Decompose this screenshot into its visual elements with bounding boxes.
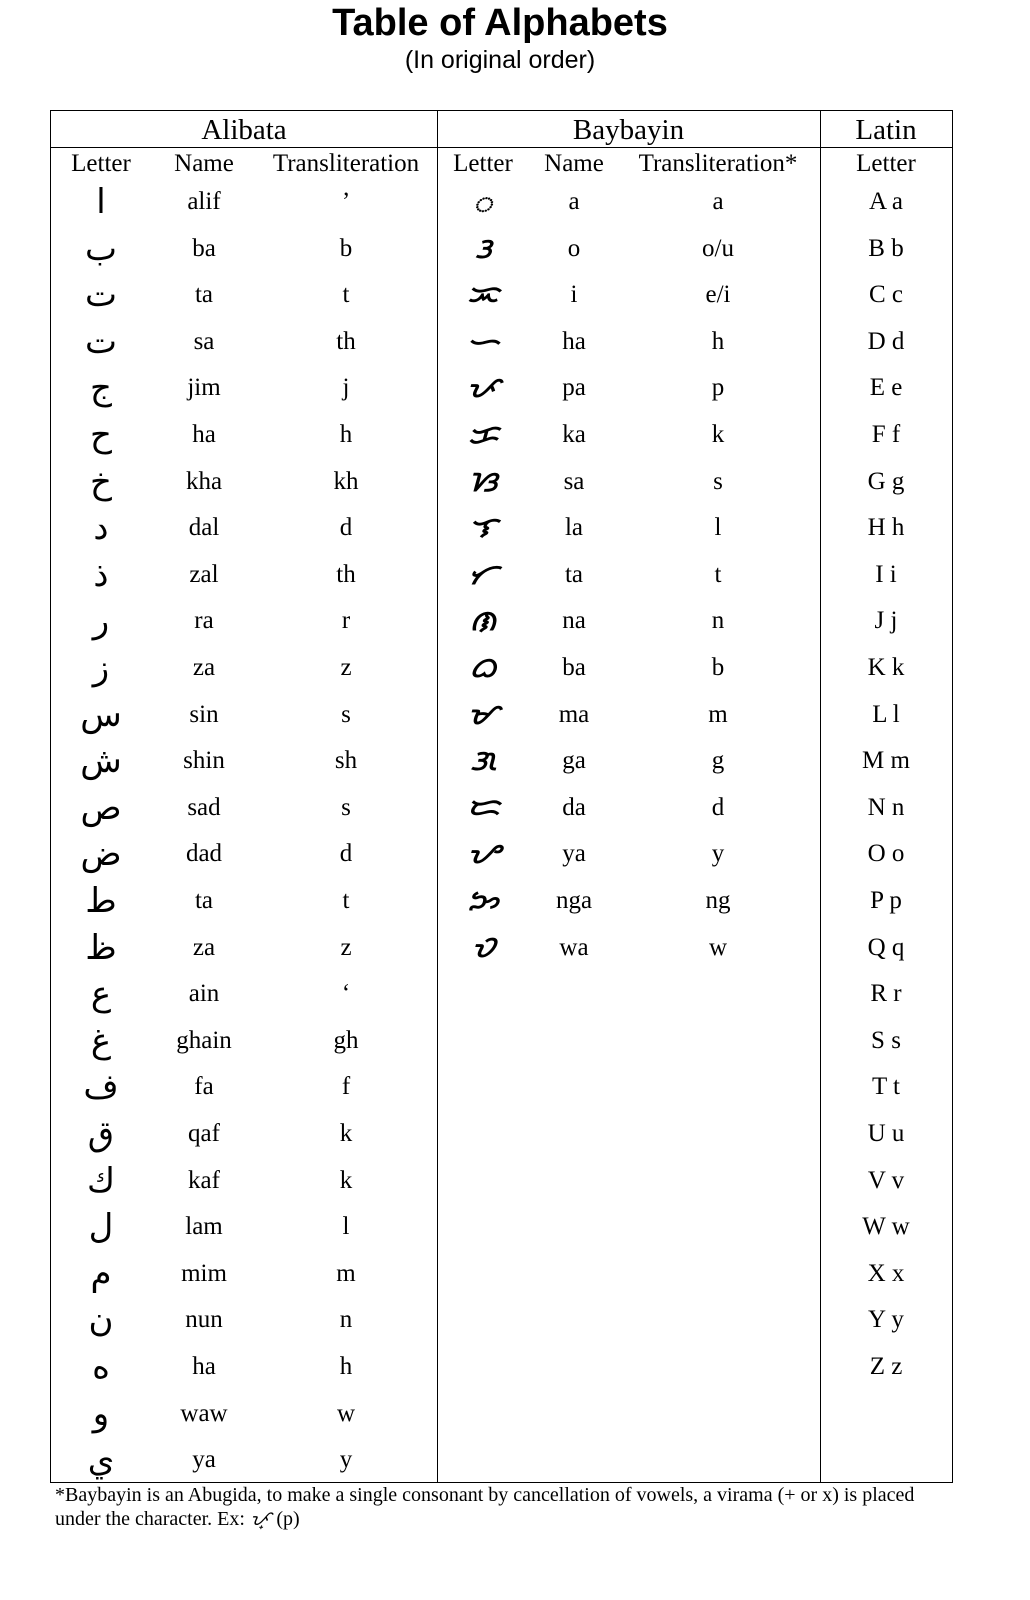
baybayin-transliteration: s <box>713 467 723 495</box>
baybayin-letter: ᜉ <box>466 371 500 405</box>
alibata-transliteration: ’ <box>341 188 351 215</box>
baybayin-letter: ᜆ <box>467 557 499 591</box>
group-header-baybayin: Baybayin <box>572 114 685 146</box>
latin-letter: N n <box>867 793 905 821</box>
alibata-letter: ش <box>80 741 122 782</box>
baybayin-letter: ᜏ <box>471 930 495 964</box>
baybayin-transliteration: t <box>714 560 722 588</box>
baybayin-letter: ᜊ <box>469 651 497 684</box>
baybayin-name: o <box>567 234 581 262</box>
alibata-transliteration: ‘ <box>341 980 351 1008</box>
footnote-line1: *Baybayin is an Abugida, to make a single consonant by cancellation of vowels, a virama (+ or x) is placed <box>55 1484 915 1506</box>
baybayin-transliteration: o/u <box>702 234 734 262</box>
baybayin-letter: ᜌ <box>467 837 499 871</box>
alibata-name: waw <box>180 1399 228 1427</box>
latin-letter: F f <box>871 421 901 448</box>
alibata-letter: ل <box>88 1207 114 1248</box>
alibata-letter: ي <box>87 1440 115 1481</box>
alibata-letter: ض <box>80 834 122 875</box>
baybayin-name: wa <box>559 933 589 961</box>
col-header-alibata-letter: Letter <box>71 150 131 177</box>
baybayin-letter: ᜃ <box>467 418 499 451</box>
baybayin-transliteration: a <box>712 188 724 215</box>
alibata-transliteration: sh <box>334 747 358 775</box>
baybayin-transliteration: y <box>711 840 725 868</box>
baybayin-transliteration: k <box>711 421 725 448</box>
col-header-alibata-name: Name <box>174 150 234 177</box>
alibata-transliteration: y <box>339 1446 353 1474</box>
alibata-name: nun <box>185 1306 223 1334</box>
alibata-transliteration: l <box>342 1213 350 1241</box>
baybayin-name: ha <box>562 327 586 355</box>
alibata-letter: خ <box>90 461 112 502</box>
alibata-name: mim <box>181 1259 227 1287</box>
col-header-baybayin-name: Name <box>544 150 604 177</box>
alibata-letter: غ <box>90 1020 112 1061</box>
alibata-name: ta <box>194 887 214 914</box>
alibata-transliteration: s <box>341 700 351 728</box>
baybayin-letter: ᜄ <box>470 744 496 778</box>
baybayin-letter: ᜎ <box>468 511 498 545</box>
latin-letter: D d <box>867 327 905 355</box>
latin-letter: E e <box>869 374 903 402</box>
alibata-letter: ت <box>84 275 117 316</box>
col-header-latin-letter: Letter <box>856 150 916 177</box>
alibata-transliteration: m <box>336 1259 356 1287</box>
alibata-name: fa <box>194 1073 214 1101</box>
baybayin-letter: ᜈ <box>469 604 497 638</box>
latin-letter: J j <box>874 607 898 635</box>
latin-letter: S s <box>871 1026 901 1054</box>
alibata-letter: ح <box>90 415 112 455</box>
alibata-name: zal <box>189 560 219 588</box>
baybayin-name: la <box>564 514 584 542</box>
baybayin-letter: ᜇ <box>466 790 500 824</box>
alibata-letter: ن <box>88 1300 114 1341</box>
alibata-transliteration: h <box>339 421 353 448</box>
alibata-letter: ه <box>92 1347 110 1387</box>
latin-letter: K k <box>867 654 905 681</box>
baybayin-name: nga <box>555 887 593 914</box>
baybayin-name: na <box>562 607 586 635</box>
latin-letter: G g <box>867 467 905 495</box>
baybayin-name: ya <box>562 840 586 868</box>
alibata-transliteration: k <box>339 1166 353 1194</box>
alibata-transliteration: w <box>336 1399 356 1427</box>
alibata-letter: س <box>80 694 122 735</box>
latin-letter: H h <box>867 514 905 542</box>
baybayin-transliteration: m <box>708 700 728 728</box>
group-header-alibata: Alibata <box>201 114 287 146</box>
alibata-letter: ف <box>83 1067 119 1108</box>
alibata-transliteration: s <box>341 793 351 821</box>
footnote-example-glyph: ᜉ᜔ <box>249 1506 272 1530</box>
baybayin-transliteration: g <box>711 747 725 775</box>
alibata-transliteration: gh <box>333 1026 359 1054</box>
alibata-transliteration: d <box>339 514 353 542</box>
baybayin-name: ga <box>562 747 586 775</box>
latin-letter: W w <box>862 1213 910 1241</box>
alibata-letter: ق <box>87 1114 115 1154</box>
baybayin-name: sa <box>563 467 585 495</box>
alibata-transliteration: h <box>339 1353 353 1380</box>
latin-letter: Y y <box>868 1306 904 1334</box>
alibata-transliteration: b <box>339 234 353 262</box>
alibata-name: dal <box>188 514 220 542</box>
latin-letter: U u <box>867 1120 905 1147</box>
alibata-name: sa <box>193 327 215 355</box>
baybayin-letter: ᜋ <box>467 697 499 731</box>
divider-alibata-baybayin <box>437 111 438 1482</box>
latin-letter: Q q <box>867 933 905 961</box>
alibata-letter: ع <box>90 974 112 1015</box>
baybayin-letter: ᜅ <box>467 884 499 917</box>
page-subtitle: (In original order) <box>404 46 596 74</box>
latin-letter: A a <box>868 188 904 215</box>
alibata-transliteration: th <box>336 327 356 355</box>
alibata-name: alif <box>187 188 221 215</box>
alibata-transliteration: f <box>341 1073 351 1101</box>
baybayin-name: da <box>562 793 586 821</box>
alibata-name: ain <box>188 980 220 1008</box>
alibata-transliteration: j <box>342 374 350 402</box>
baybayin-transliteration: h <box>711 327 725 355</box>
baybayin-name: ba <box>562 654 586 681</box>
alibata-name: ya <box>192 1446 216 1474</box>
alibata-name: za <box>192 654 216 681</box>
baybayin-name: i <box>570 281 578 309</box>
baybayin-transliteration: e/i <box>705 281 731 309</box>
baybayin-transliteration: b <box>711 654 725 681</box>
latin-letter: B b <box>868 234 904 262</box>
alibata-transliteration: d <box>339 840 353 868</box>
latin-letter: Z z <box>869 1353 903 1380</box>
baybayin-transliteration: d <box>711 793 725 821</box>
latin-letter: T t <box>871 1073 900 1101</box>
alibata-letter: و <box>92 1393 110 1434</box>
alibata-transliteration: k <box>339 1120 353 1147</box>
col-header-alibata-transliteration: Transliteration <box>272 150 420 177</box>
footnote-line2-prefix: under the character. Ex: <box>55 1508 250 1530</box>
baybayin-letter: ᜐ <box>468 464 498 498</box>
alibata-name: lam <box>185 1213 223 1241</box>
alibata-transliteration: z <box>340 933 352 961</box>
latin-letter: V v <box>867 1166 905 1194</box>
group-header-latin: Latin <box>855 114 917 146</box>
baybayin-letter: ᜑ <box>466 324 500 358</box>
baybayin-letter: ᜁ <box>467 278 499 312</box>
alibata-transliteration: t <box>342 887 350 914</box>
footnote-line2-suffix: (p) <box>271 1508 300 1530</box>
latin-letter: M m <box>862 747 910 775</box>
alibata-name: ghain <box>176 1026 232 1054</box>
alibata-letter: م <box>90 1253 112 1294</box>
alibata-transliteration: t <box>342 281 350 309</box>
col-header-baybayin-transliteration: Transliteration* <box>638 150 798 177</box>
alibata-name: sin <box>189 700 219 728</box>
baybayin-name: a <box>568 188 580 215</box>
alibata-letter: ظ <box>85 927 117 968</box>
latin-letter: L l <box>872 700 900 728</box>
alibata-name: za <box>192 933 216 961</box>
alibata-name: sad <box>187 793 221 821</box>
alibata-letter: ت <box>84 321 117 362</box>
alibata-letter: ص <box>80 787 122 828</box>
latin-letter: O o <box>867 840 905 868</box>
alibata-name: qaf <box>188 1120 220 1147</box>
baybayin-name: ta <box>564 560 584 588</box>
latin-letter: P p <box>870 887 902 914</box>
alphabet-table <box>50 110 953 1483</box>
baybayin-transliteration: n <box>711 607 725 635</box>
alibata-transliteration: kh <box>333 467 359 495</box>
baybayin-letter: ᜀ <box>473 185 493 218</box>
alibata-transliteration: r <box>341 607 351 635</box>
alibata-name: ba <box>192 234 216 262</box>
alibata-letter: ك <box>86 1160 116 1201</box>
alibata-name: shin <box>183 747 225 775</box>
alibata-name: kha <box>185 467 223 495</box>
alibata-letter: ط <box>85 881 117 921</box>
baybayin-name: pa <box>562 374 586 402</box>
baybayin-transliteration: ng <box>705 887 731 914</box>
alibata-transliteration: th <box>336 560 356 588</box>
alibata-letter: ز <box>92 648 110 688</box>
alibata-name: dad <box>185 840 223 868</box>
alibata-letter: ب <box>84 228 117 269</box>
alibata-name: ra <box>194 607 214 635</box>
latin-letter: I i <box>875 560 897 588</box>
latin-letter: R r <box>870 980 902 1008</box>
alibata-name: ha <box>192 1353 216 1380</box>
baybayin-transliteration: w <box>708 933 728 961</box>
baybayin-transliteration: l <box>714 514 722 542</box>
alibata-letter: د <box>93 508 109 549</box>
latin-letter: X x <box>867 1259 905 1287</box>
baybayin-letter: ᜂ <box>474 231 492 265</box>
alibata-letter: ج <box>90 368 112 409</box>
alibata-name: kaf <box>188 1166 220 1194</box>
alibata-letter: ا <box>96 182 106 222</box>
alibata-name: ha <box>192 421 216 448</box>
col-header-baybayin-letter: Letter <box>453 150 513 177</box>
alibata-letter: ذ <box>93 554 109 595</box>
alibata-letter: ر <box>92 601 110 642</box>
baybayin-name: ma <box>558 700 590 728</box>
alibata-transliteration: n <box>339 1306 353 1334</box>
footnote <box>55 1484 955 1531</box>
alibata-name: jim <box>187 374 221 402</box>
latin-letter: C c <box>868 281 904 309</box>
alibata-name: ta <box>194 281 214 309</box>
page-title: Table of Alphabets <box>332 2 668 44</box>
baybayin-name: ka <box>562 421 586 448</box>
alibata-transliteration: z <box>340 654 352 681</box>
baybayin-transliteration: p <box>711 374 725 402</box>
